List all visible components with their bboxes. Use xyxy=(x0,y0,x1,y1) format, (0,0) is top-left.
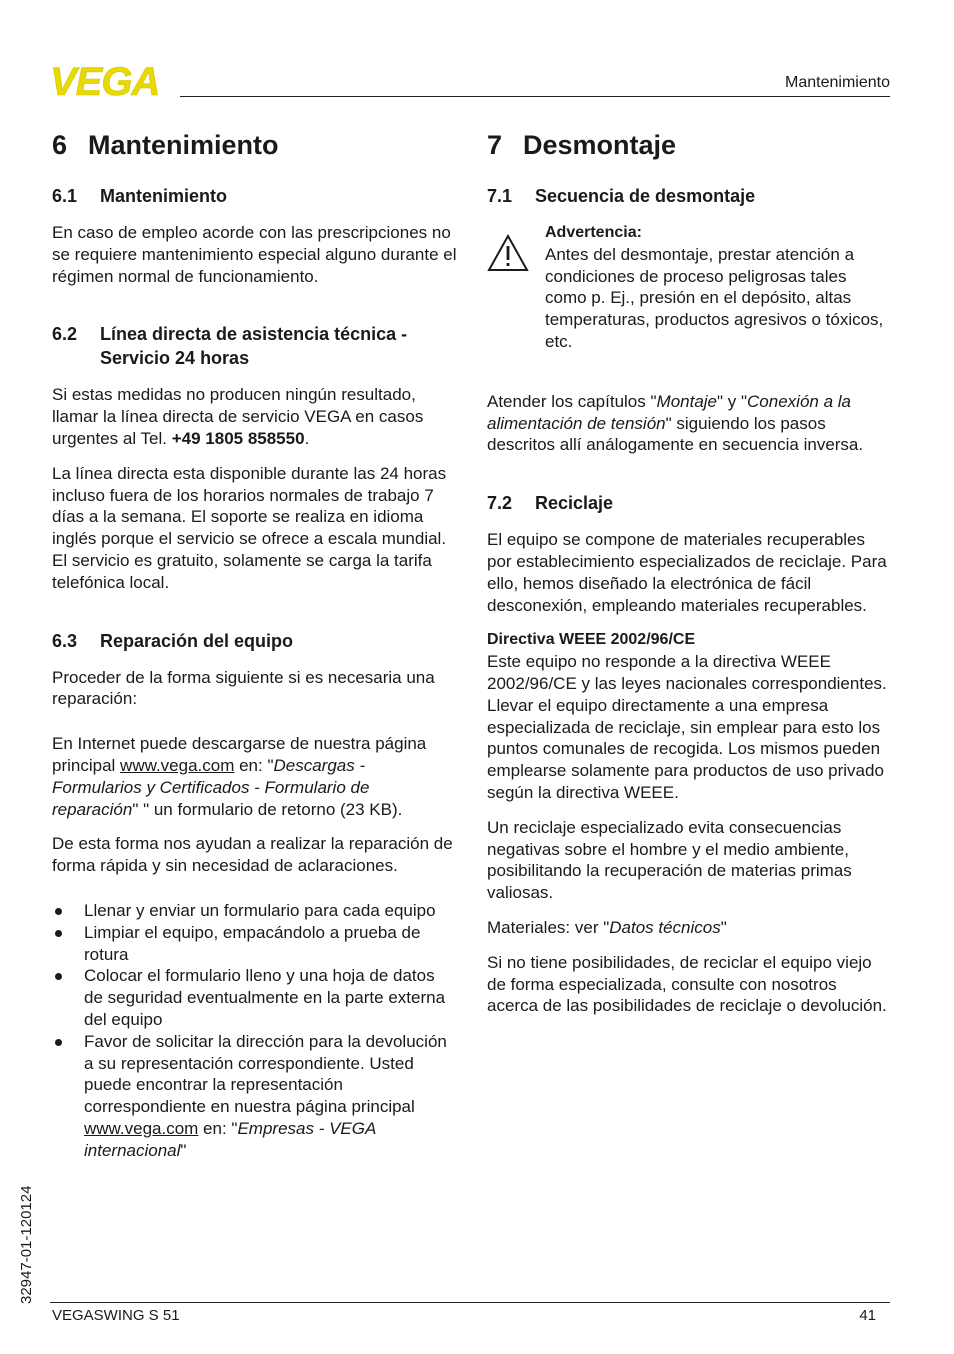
section-title: Mantenimiento xyxy=(100,186,228,206)
footer-product-name: VEGASWING S 51 xyxy=(52,1307,180,1324)
text: . xyxy=(304,428,310,448)
document-code: 32947-01-120124 xyxy=(18,1185,35,1304)
list-item: Colocar el formulario lleno y una hoja de datos de seguridad eventualmente en la parte externa del equipo xyxy=(52,965,457,1030)
text: Favor de solicitar la dirección para la devolución a su representación correspondiente. Usted puede encontrar la representación correspondiente en nuestra página principal xyxy=(84,1031,447,1117)
section-title: Reparación del equipo xyxy=(100,630,294,651)
text: En Internet puede descargarse de nuestra página principal xyxy=(52,734,427,775)
section-7-1-heading xyxy=(487,184,892,208)
weee-heading: Directiva WEEE 2002/96/CE xyxy=(487,631,696,649)
vega-logo xyxy=(50,64,170,98)
italic-text: Montaje xyxy=(656,391,718,411)
italic-text: Descargas - Formularios y Certificados - Formulario de reparación xyxy=(52,755,370,819)
section-6-3-heading xyxy=(52,629,457,653)
section-7-2-heading xyxy=(487,491,892,515)
section-number: 7.1 xyxy=(487,186,513,206)
warning-title: Advertencia: xyxy=(545,224,642,241)
italic-text: Conexión a la alimentación de tensión xyxy=(487,391,851,433)
text: en: " xyxy=(234,755,274,775)
chapter-7-heading xyxy=(487,128,892,162)
logo-text: VEGA xyxy=(50,64,160,98)
section-6-1-heading xyxy=(52,184,457,208)
section-title: Secuencia de desmontaje xyxy=(535,186,756,206)
chapter-title: Mantenimiento xyxy=(88,130,279,160)
italic-text: Datos técnicos xyxy=(609,917,721,937)
website-link[interactable]: www.vega.com xyxy=(84,1118,199,1138)
header-section-title: Mantenimiento xyxy=(785,74,890,91)
paragraph: De esta forma nos ayudan a realizar la reparación de forma rápida y sin necesidad de aclaraciones. xyxy=(52,834,453,876)
warning-triangle-icon xyxy=(487,222,545,353)
left-column xyxy=(52,128,457,1162)
paragraph xyxy=(487,391,892,456)
footer-rule xyxy=(50,1302,890,1303)
list-item: Limpiar el equipo, empacándolo a prueba de rotura xyxy=(52,922,457,966)
paragraph: Proceder de la forma siguiente si es necesaria una reparación: xyxy=(52,667,435,709)
paragraph: Si no tiene posibilidades, de reciclar el equipo viejo de forma especializada, consulte con nosotros acerca de las posibilidades de reciclaje o devolución. xyxy=(487,952,887,1016)
chapter-title: Desmontaje xyxy=(523,130,677,160)
list-item xyxy=(52,1031,457,1162)
text: " y " xyxy=(717,391,748,411)
list-item: Llenar y enviar un formulario para cada equipo xyxy=(52,900,457,922)
chapter-6-heading xyxy=(52,128,457,162)
text: " " un formulario de retorno (23 KB). xyxy=(132,799,403,819)
section-6-2-heading xyxy=(52,322,457,370)
paragraph: El equipo se compone de materiales recuperables por establecimiento especializados de reciclaje. Para ello, hemos diseñado la electrónica de fácil desconexión, empleando materiales recuperables. xyxy=(487,530,887,615)
chapter-number: 6 xyxy=(52,130,68,160)
paragraph xyxy=(52,384,457,449)
section-title: Reciclaje xyxy=(535,493,614,514)
section-number: 6.3 xyxy=(52,630,78,651)
section-number: 6.1 xyxy=(52,186,78,206)
text: " xyxy=(180,1140,187,1160)
text: " xyxy=(720,917,727,937)
text: en: " xyxy=(198,1118,238,1138)
warning-block xyxy=(487,222,892,353)
italic-text: Empresas - VEGA internacional xyxy=(84,1118,376,1160)
paragraph: Este equipo no responde a la directiva WEEE 2002/96/CE y las leyes nacionales correspondientes. Llevar el equipo directamente a una empresa especializada de reciclaje, sin emplear para esto los puntos comunales de recogida. Los mismos pueden emplearse solamente para productos de uso privado según la directiva WEEE. xyxy=(487,652,887,802)
section-number: 6.2 xyxy=(52,324,78,345)
header-rule xyxy=(180,96,890,97)
right-column xyxy=(487,128,892,1030)
text: Materiales: ver " xyxy=(487,917,610,937)
page-number: 41 xyxy=(859,1307,876,1324)
phone-number: +49 1805 858550 xyxy=(171,428,305,448)
text: Atender los capítulos " xyxy=(487,391,657,411)
text: " siguiendo los pasos descritos allí análogamente en secuencia inversa. xyxy=(487,413,864,455)
paragraph: En caso de empleo acorde con las prescripciones no se requiere mantenimiento especial alguno durante el régimen normal de funcionamiento. xyxy=(52,223,457,286)
text: Si estas medidas no producen ningún resultado, llamar la línea directa de servicio VEGA en casos urgentes al Tel. xyxy=(52,385,424,448)
section-number: 7.2 xyxy=(487,493,513,514)
website-link[interactable]: www.vega.com xyxy=(120,755,235,775)
paragraph: La línea directa esta disponible durante las 24 horas incluso fuera de los horarios normales de trabajo 7 días a la semana. El soporte se realiza en idioma inglés porque el servicio se ofrece a escala mundial. El servicio es gratuito, solamente se carga la tarifa telefónica local. xyxy=(52,463,447,592)
paragraph: Un reciclaje especializado evita consecuencias negativas sobre el hombre y el medio ambiente, posibilitando la recuperación de materias primas valiosas. xyxy=(487,817,852,903)
section-title: Línea directa de asistencia técnica - Servicio 24 horas xyxy=(100,324,408,369)
paragraph xyxy=(52,733,457,820)
chapter-number: 7 xyxy=(487,130,503,160)
bullet-list xyxy=(52,900,457,1162)
paragraph xyxy=(487,917,892,939)
warning-text: Antes del desmontaje, prestar atención a condiciones de proceso peligrosas tales como p. Ej., presión en el depósito, altas temperaturas, productos agresivos o tóxicos, etc. xyxy=(545,244,884,351)
